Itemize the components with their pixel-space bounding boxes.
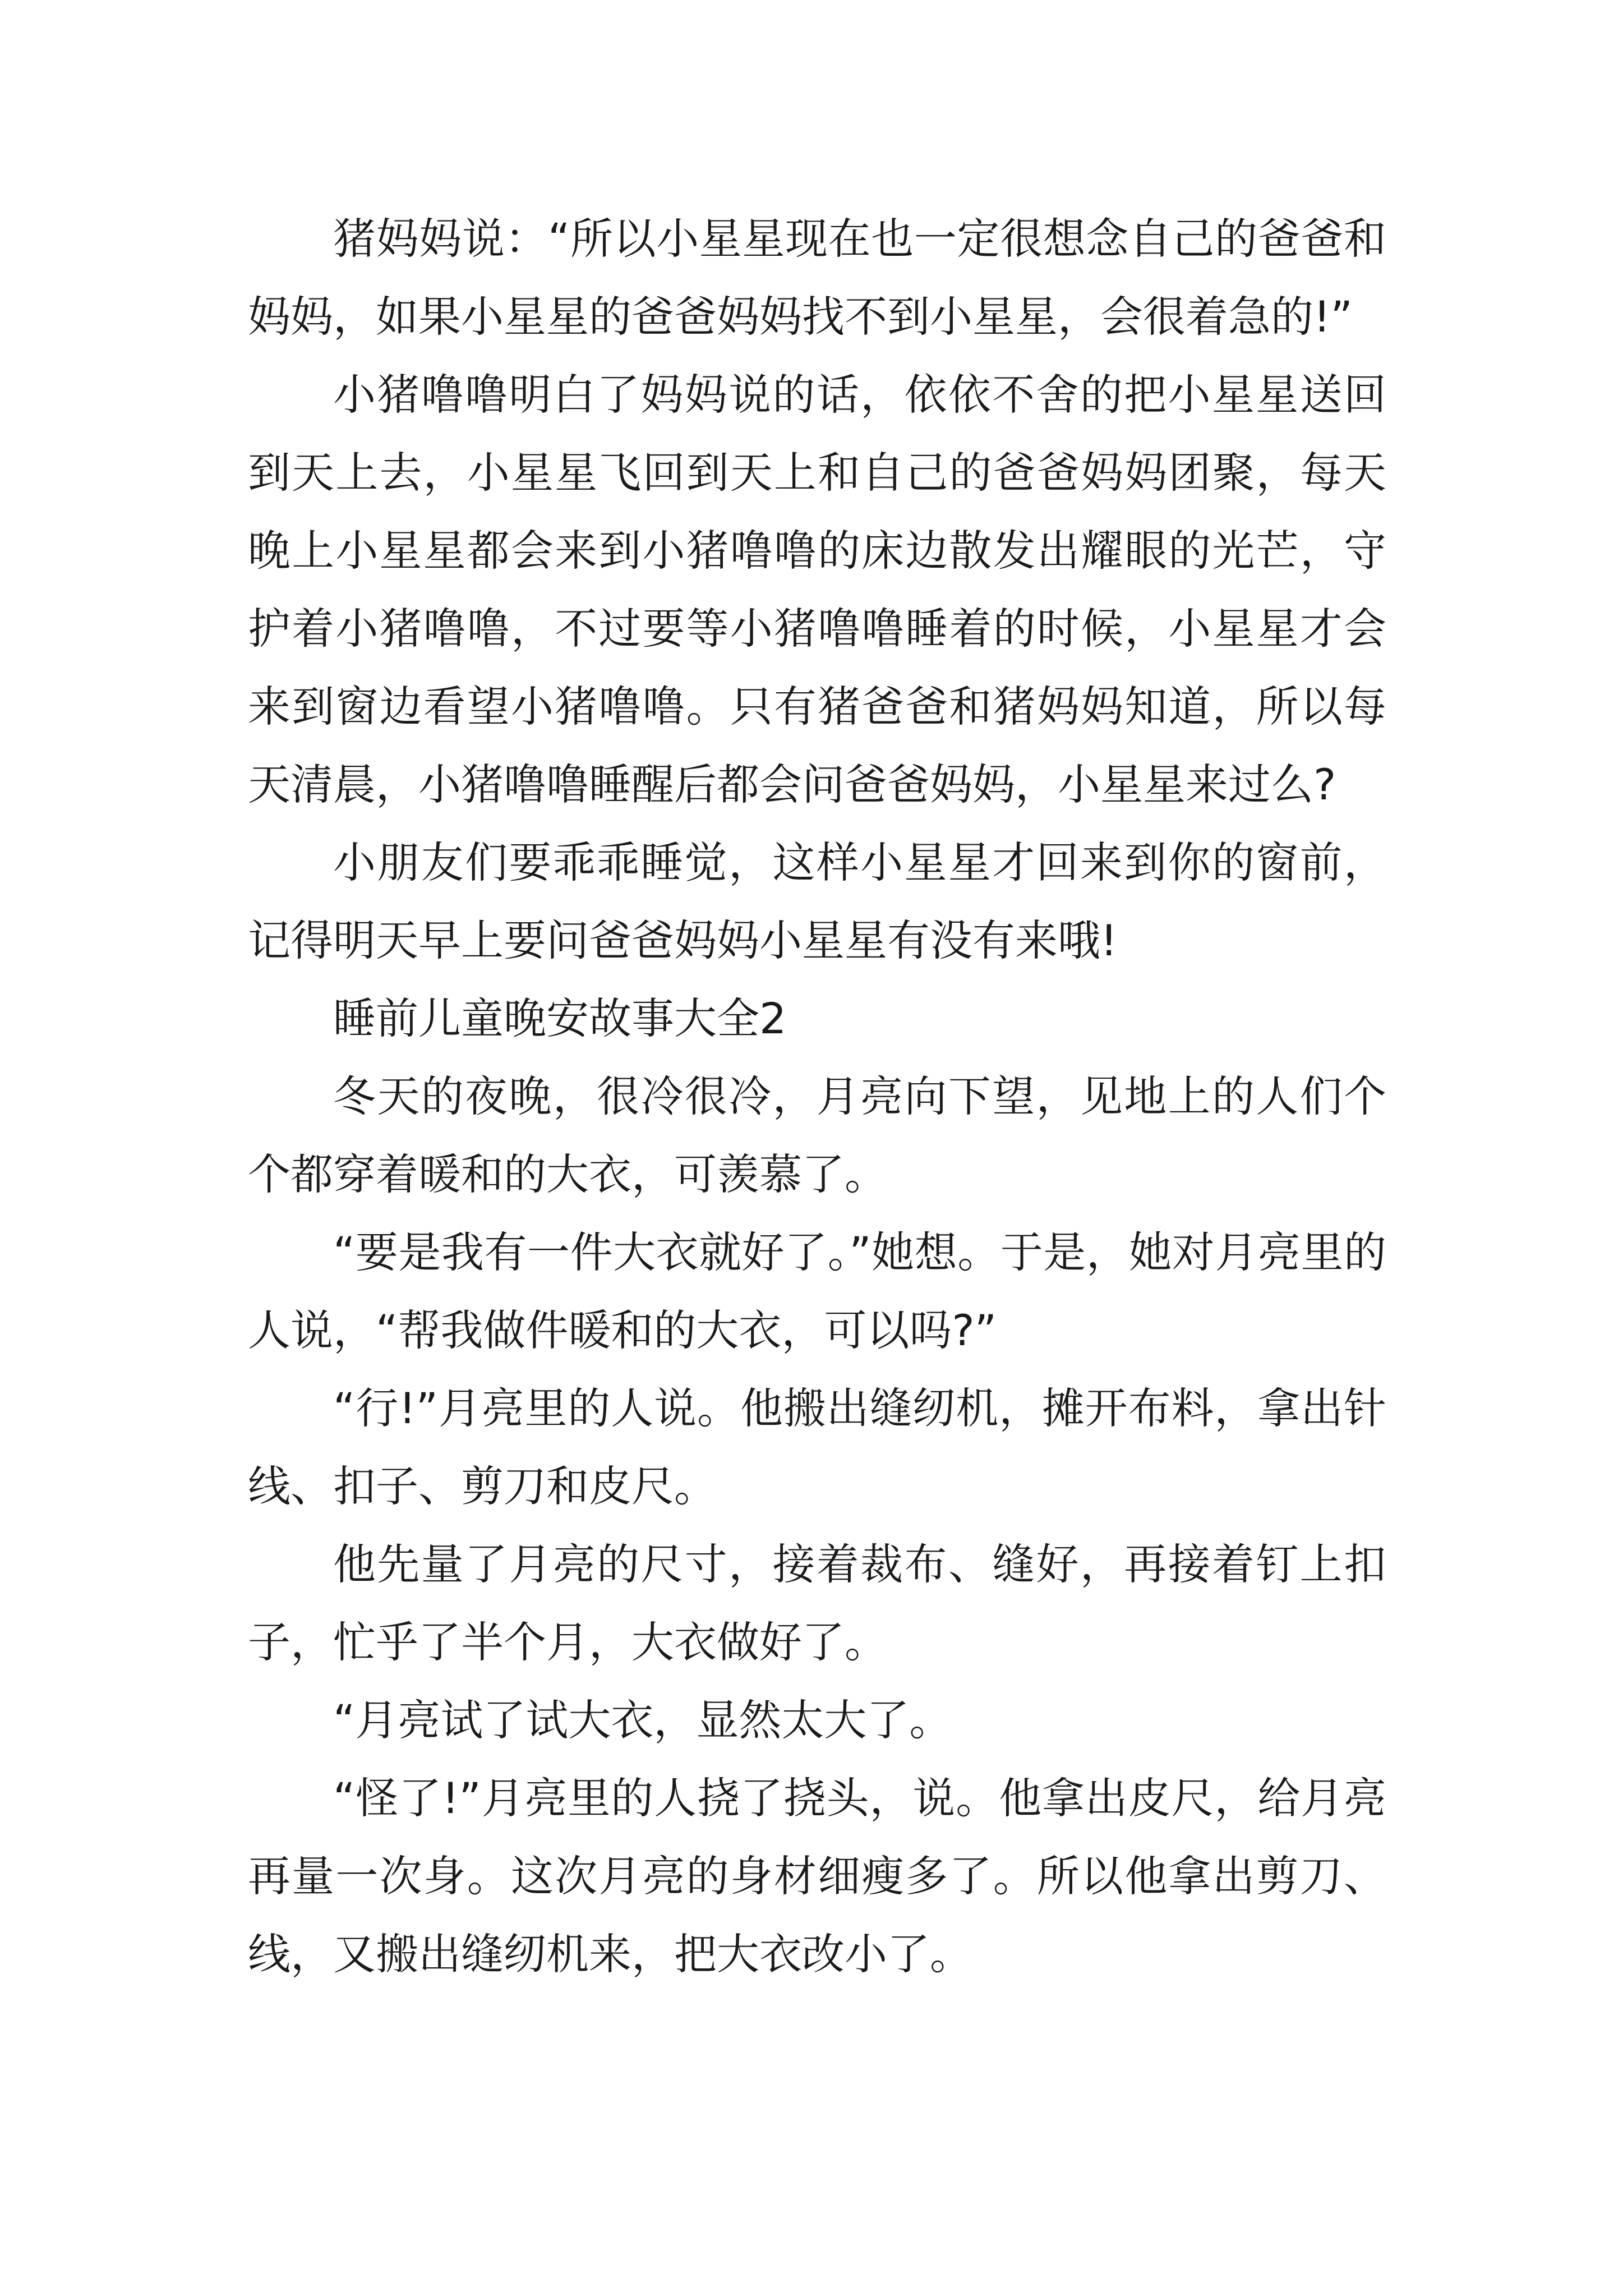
- document-body: [248, 200, 1386, 1993]
- paragraph: “要是我有一件大衣就好了。”她想。于是，她对月亮里的人说，“帮我做件暖和的大衣，可以吗?”: [248, 1227, 1386, 1355]
- paragraph: “怪了!”月亮里的人挠了挠头，说。他拿出皮尺，给月亮再量一次身。这次月亮的身材细瘦多了。所以他拿出剪刀、线，又搬出缝纫机来，把大衣改小了。: [248, 1773, 1386, 1979]
- paragraph: 小猪噜噜明白了妈妈说的话，依依不舍的把小星星送回到天上去，小星星飞回到天上和自己的爸爸妈妈团聚，每天晚上小星星都会来到小猪噜噜的床边散发出耀眼的光芒，守护着小猪噜噜，不过要等小猪噜噜睡着的时候，小星星才会来到窗边看望小猪噜噜。只有猪爸爸和猪妈妈知道，所以每天清晨，小猪噜噜睡醒后都会问爸爸妈妈，小星星来过么?: [248, 370, 1386, 809]
- paragraph: “月亮试了试大衣，显然太大了。: [333, 1695, 952, 1745]
- paragraph: 他先量了月亮的尺寸，接着裁布、缝好，再接着钉上扣子，忙乎了半个月，大衣做好了。: [248, 1539, 1386, 1667]
- paragraph: 小朋友们要乖乖睡觉，这样小星星才回来到你的窗前，记得明天早上要问爸爸妈妈小星星有没有来哦!: [248, 838, 1386, 965]
- paragraph: “行!”月亮里的人说。他搬出缝纫机，摊开布料，拿出针线、扣子、剪刀和皮尺。: [248, 1383, 1386, 1511]
- paragraph: 冬天的夜晚，很冷很冷，月亮向下望，见地上的人们个个都穿着暖和的大衣，可羡慕了。: [248, 1071, 1386, 1199]
- paragraph: 猪妈妈说：“所以小星星现在也一定很想念自己的爸爸和妈妈，如果小星星的爸爸妈妈找不到小星星，会很着急的!”: [248, 214, 1386, 342]
- section-heading: 睡前儿童晚安故事大全2: [333, 993, 787, 1043]
